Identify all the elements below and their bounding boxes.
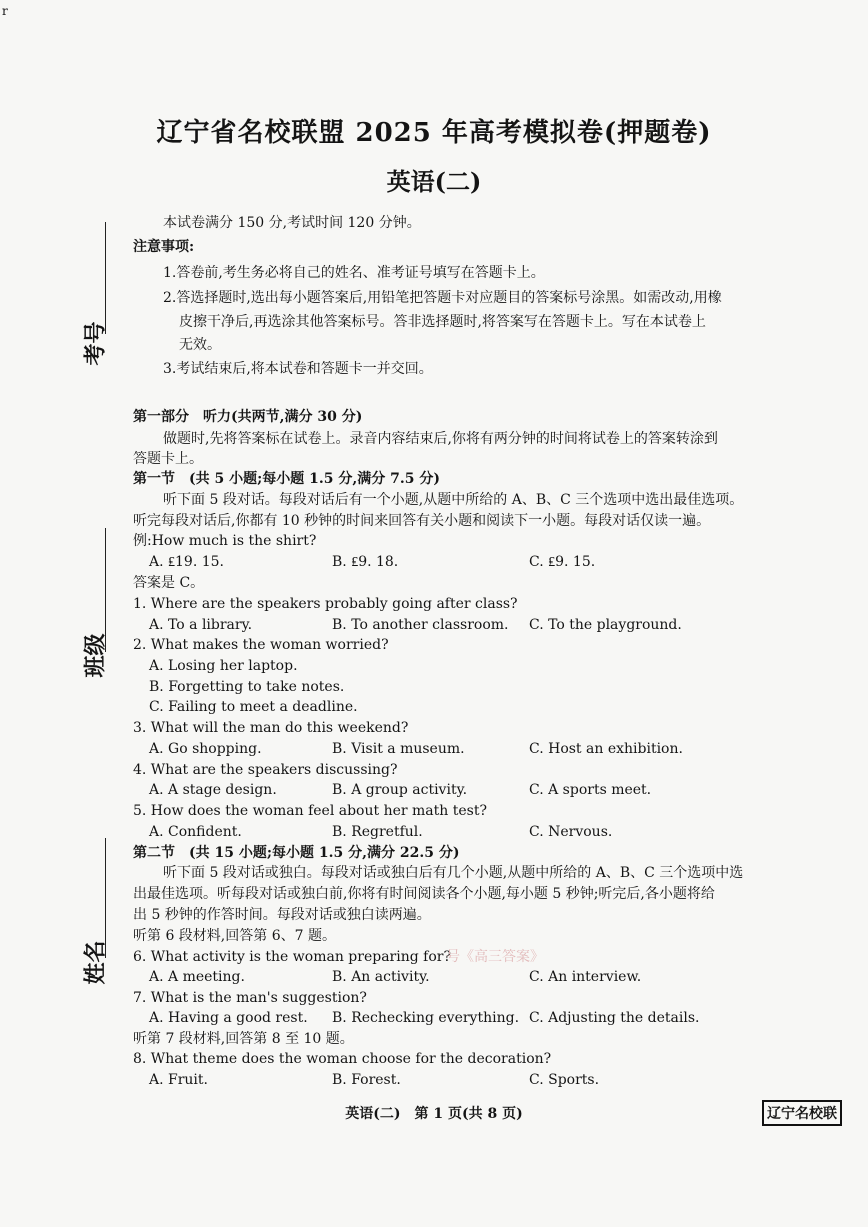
material-6-note: 听第 6 段材料,回答第 6、7 题。: [133, 928, 336, 944]
section1-desc: 听完每段对话后,你都有 10 秒钟的时间来回答有关小题和阅读下一小题。每段对话仅读一遍。: [133, 513, 711, 529]
q2-option-c: C. Failing to meet a deadline.: [149, 699, 358, 715]
example-question: 例:How much is the shirt?: [133, 533, 317, 549]
q7-option-b: B. Rechecking everything.: [332, 1010, 520, 1026]
q5-option-a: A. Confident.: [149, 824, 242, 840]
q8-option-a: A. Fruit.: [149, 1072, 208, 1088]
publisher-stamp: 辽宁名校联: [762, 1100, 842, 1126]
part1-desc: 做题时,先将答案标在试卷上。录音内容结束后,你将有两分钟的时间将试卷上的答案转涂到: [163, 431, 718, 447]
notice-item: 皮擦干净后,再选涂其他答案标号。答非选择题时,将答案写在答题卡上。写在本试卷上: [179, 314, 706, 330]
q6-option-b: B. An activity.: [332, 969, 430, 985]
section1-desc: 听下面 5 段对话。每段对话后有一个小题,从题中所给的 A、B、C 三个选项中选出最佳选项。: [163, 492, 744, 508]
section1-heading: 第一节 (共 5 小题;每小题 1.5 分,满分 7.5 分): [133, 471, 440, 487]
q3-option-b: B. Visit a museum.: [332, 741, 465, 757]
question-3: 3. What will the man do this weekend?: [133, 720, 409, 736]
section2-desc: 出 5 秒钟的作答时间。每段对话或独白读两遍。: [133, 907, 431, 923]
watermark: 号《高三答案》: [446, 949, 544, 965]
question-6: 6. What activity is the woman preparing for?: [133, 949, 451, 965]
exam-subtitle: 英语(二): [386, 167, 482, 196]
question-1: 1. Where are the speakers probably going after class?: [133, 596, 518, 612]
question-8: 8. What theme does the woman choose for the decoration?: [133, 1051, 552, 1067]
exam-no-line: [105, 222, 106, 334]
part1-heading: 第一部分 听力(共两节,满分 30 分): [133, 409, 363, 425]
notice-item: 2.答选择题时,选出每小题答案后,用铅笔把答题卡对应题目的答案标号涂黑。如需改动,用橡: [163, 290, 722, 306]
q7-option-a: A. Having a good rest.: [149, 1010, 308, 1026]
q4-option-a: A. A stage design.: [149, 782, 277, 798]
q1-option-b: B. To another classroom.: [332, 617, 509, 633]
q2-option-a: A. Losing her laptop.: [149, 658, 298, 674]
q3-option-a: A. Go shopping.: [149, 741, 262, 757]
q1-option-a: A. To a library.: [149, 617, 253, 633]
example-option-a: A. ₤19. 15.: [149, 554, 224, 570]
question-2: 2. What makes the woman worried?: [133, 637, 389, 653]
q2-option-b: B. Forgetting to take notes.: [149, 679, 345, 695]
q5-option-b: B. Regretful.: [332, 824, 423, 840]
notice-item: 无效。: [179, 337, 221, 353]
q5-option-c: C. Nervous.: [529, 824, 613, 840]
q6-option-a: A. A meeting.: [149, 969, 245, 985]
q4-option-c: C. A sports meet.: [529, 782, 652, 798]
class-label: 班级: [82, 633, 109, 678]
section2-heading: 第二节 (共 15 小题;每小题 1.5 分,满分 22.5 分): [133, 845, 460, 861]
notice-item: 3.考试结束后,将本试卷和答题卡一并交回。: [163, 361, 433, 377]
notice-heading: 注意事项:: [133, 239, 195, 255]
question-7: 7. What is the man's suggestion?: [133, 990, 367, 1006]
example-option-c: C. ₤9. 15.: [529, 554, 596, 570]
q6-option-c: C. An interview.: [529, 969, 642, 985]
part1-desc: 答题卡上。: [133, 451, 203, 467]
question-5: 5. How does the woman feel about her math test?: [133, 803, 487, 819]
example-option-b: B. ₤9. 18.: [332, 554, 399, 570]
exam-title: 辽宁省名校联盟 2025 年高考模拟卷(押题卷): [156, 118, 712, 148]
section2-desc: 出最佳选项。听每段对话或独白前,你将有时间阅读各个小题,每小题 5 秒钟;听完后,各小题将给: [133, 886, 715, 902]
section2-desc: 听下面 5 段对话或独白。每段对话或独白后有几个小题,从题中所给的 A、B、C 三个选项中选: [163, 865, 744, 881]
q3-option-c: C. Host an exhibition.: [529, 741, 683, 757]
exam-no-label: 考号: [82, 321, 109, 366]
q8-option-c: C. Sports.: [529, 1072, 600, 1088]
q8-option-b: B. Forest.: [332, 1072, 401, 1088]
question-4: 4. What are the speakers discussing?: [133, 762, 398, 778]
q7-option-c: C. Adjusting the details.: [529, 1010, 700, 1026]
example-answer: 答案是 C。: [133, 575, 205, 591]
q1-option-c: C. To the playground.: [529, 617, 682, 633]
name-label: 姓名: [82, 940, 109, 985]
material-7-note: 听第 7 段材料,回答第 8 至 10 题。: [133, 1031, 354, 1047]
intro-text: 本试卷满分 150 分,考试时间 120 分钟。: [163, 215, 421, 231]
page-footer: 英语(二) 第 1 页(共 8 页): [345, 1106, 523, 1122]
q4-option-b: B. A group activity.: [332, 782, 468, 798]
notice-item: 1.答卷前,考生务必将自己的姓名、准考证号填写在答题卡上。: [163, 265, 545, 281]
corner-mark: r: [2, 4, 8, 18]
